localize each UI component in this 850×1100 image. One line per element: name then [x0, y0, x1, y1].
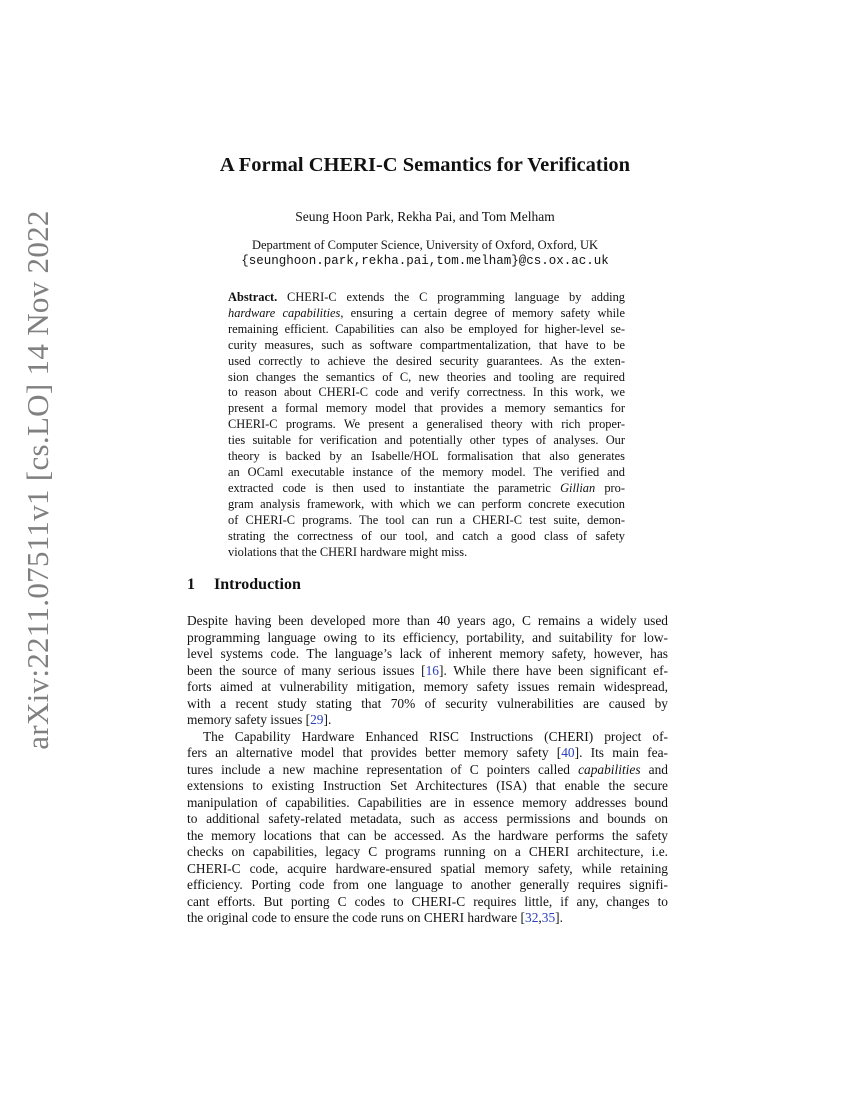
text-line: an OCaml executable instance of the memory model. The verified and	[228, 464, 625, 479]
paragraph	[187, 613, 668, 729]
citation-link[interactable]: 16	[425, 662, 439, 678]
text-line: used correctly to achieve the desired security guarantees. As the exten-	[228, 353, 625, 368]
text-line: gram analysis framework, with which we can perform concrete execution	[228, 496, 625, 511]
text-line: to additional safety-related metadata, such as access permissions and bounds on	[187, 811, 668, 826]
text-line: The Capability Hardware Enhanced RISC Instructions (CHERI) project of-	[203, 728, 668, 744]
text-line: manipulation of capabilities. Capabilities are in essence memory addresses bound	[187, 794, 668, 810]
text-line: the original code to ensure the code runs on CHERI hardware [32,35].	[187, 910, 563, 925]
section-number: 1	[187, 576, 195, 593]
text-line: been the source of many serious issues [16]. While there have been significant ef-	[187, 662, 668, 678]
text-line: level systems code. The language’s lack of inherent memory safety, however, has	[187, 646, 668, 661]
arxiv-identifier-stamp: arXiv:2211.07511v1 [cs.LO] 14 Nov 2022	[20, 210, 55, 750]
text-line: forts aimed at vulnerability mitigation, memory safety issues remain widespread,	[187, 679, 668, 694]
text-line: Abstract. CHERI-C extends the C programming language by adding	[228, 290, 625, 304]
text-line: fers an alternative model that provides better memory safety [40]. Its main fea-	[187, 745, 668, 760]
affiliation: Department of Computer Science, University of Oxford, Oxford, UK	[251, 238, 599, 252]
text-line: strating the correctness of our tool, and catch a good class of safety	[228, 528, 625, 543]
emphasis: hardware capabilities	[228, 305, 341, 320]
citation-link[interactable]: 32	[525, 910, 539, 925]
text-line: cant efforts. But porting C codes to CHERI-C requires little, if any, changes to	[187, 893, 668, 909]
author-emails: {seunghoon.park,rekha.pai,tom.melham}@cs.ox.ac.uk	[241, 254, 609, 268]
text-line: programming language owing to its efficiency, portability, and suitability for low-	[187, 629, 668, 645]
emphasis: capabilities	[578, 761, 641, 777]
text-line: with a recent study stating that 70% of security vulnerabilities are caused by	[187, 695, 668, 711]
introduction-body	[187, 613, 668, 927]
text-line: Despite having been developed more than 40 years ago, C remains a widely used	[187, 613, 668, 628]
citation-link[interactable]: 35	[541, 910, 556, 925]
author-list: Seung Hoon Park, Rekha Pai, and Tom Melham	[295, 209, 555, 224]
text-line: memory safety issues [29].	[187, 712, 332, 727]
text-line: CHERI-C programs. We present a generalised theory with rich proper-	[228, 417, 625, 432]
text-line: present a formal memory model that provides a memory semantics for	[228, 401, 625, 416]
text-line: hardware capabilities, ensuring a certain degree of memory safety while	[228, 305, 625, 320]
text-line: violations that the CHERI hardware might miss.	[228, 544, 468, 559]
text-line: remaining efficient. Capabilities can also be employed for higher-level se-	[228, 321, 625, 336]
text-line: tures include a new machine representation of C pointers called capabilities and	[187, 761, 668, 777]
text-line: extracted code is then used to instantiate the parametric Gillian pro-	[228, 480, 625, 495]
citation-link[interactable]: 29	[310, 712, 324, 727]
abstract-label: Abstract.	[228, 290, 278, 304]
paper-title: A Formal CHERI-C Semantics for Verification	[219, 154, 631, 176]
text-line: efficiency. Porting code from one language to another generally requires signifi-	[187, 877, 668, 892]
text-line: sion changes the semantics of C, new theories and tooling are required	[228, 369, 625, 384]
section-title: Introduction	[214, 576, 301, 593]
text-line: to reason about CHERI-C code and verify correctness. In this work, we	[228, 385, 625, 400]
text-line: theory is backed by an Isabelle/HOL formalisation that also generates	[228, 449, 625, 464]
text-line: extensions to existing Instruction Set Architectures (ISA) that enable the secure	[187, 778, 668, 793]
text-line: CHERI-C code, acquire hardware-ensured spatial memory safety, while retaining	[187, 860, 668, 876]
text-line: of CHERI-C programs. The tool can run a CHERI-C test suite, demon-	[228, 512, 625, 527]
section-heading-introduction	[187, 576, 301, 594]
citation-link[interactable]: 40	[561, 745, 575, 760]
emphasis: Gillian	[560, 480, 596, 495]
text-line: checks on capabilities, legacy C programs running on a CHERI architecture, i.e.	[187, 844, 668, 859]
paragraph	[187, 729, 668, 927]
text-line: curity measures, such as software compartmentalization, that have to be	[228, 337, 625, 352]
text-line: ties suitable for verification and potentially other types of analyses. Our	[228, 433, 625, 448]
abstract	[228, 290, 625, 560]
text-line: the memory locations that can be accessed. As the hardware performs the safety	[187, 827, 668, 843]
